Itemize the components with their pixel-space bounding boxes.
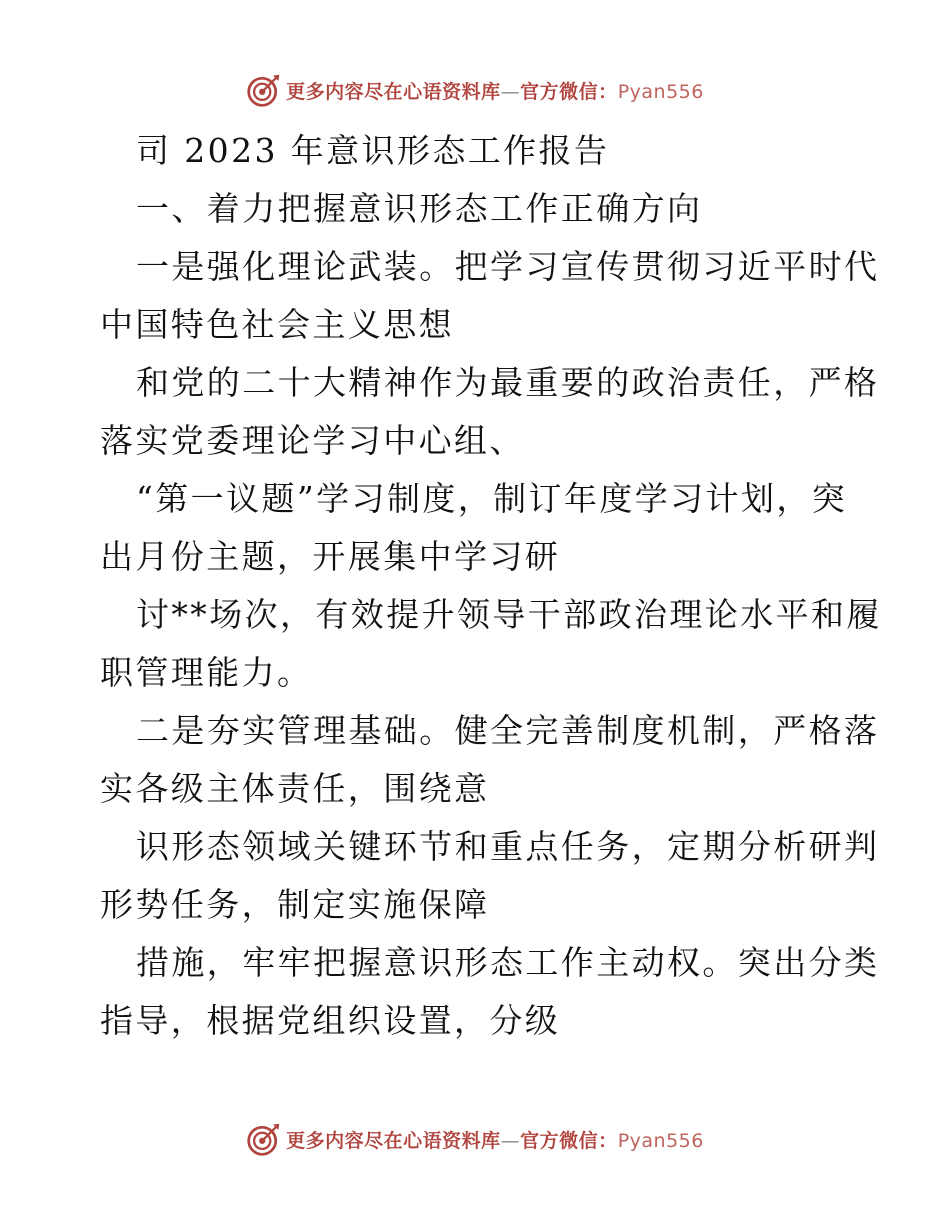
document-title: 司 2023 年意识形态工作报告 — [136, 131, 610, 170]
paragraph-line: 二是夯实管理基础。健全完善制度机制，严格落 — [136, 711, 880, 750]
paragraph-line: 出月份主题，开展集中学习研 — [100, 537, 561, 576]
watermark-text — [286, 1126, 704, 1153]
watermark-main: 更多内容尽在心语资料库 — [286, 80, 501, 103]
paragraph-line: “第一议题”学习制度，制订年度学习计划，突 — [136, 479, 848, 518]
watermark-id: Pyan556 — [617, 80, 704, 103]
paragraph-line: 指导，根据党组织设置，分级 — [100, 1001, 561, 1040]
watermark-id: Pyan556 — [617, 1129, 704, 1152]
watermark-main: 更多内容尽在心语资料库 — [286, 1129, 501, 1152]
paragraph-line: 措施，牢牢把握意识形态工作主动权。突出分类 — [136, 943, 880, 982]
paragraph-line: 中国特色社会主义思想 — [100, 305, 454, 344]
paragraph-line: 形势任务，制定实施保障 — [100, 885, 490, 924]
document-body — [100, 122, 882, 1050]
paragraph-line: 讨**场次，有效提升领导干部政治理论水平和履 — [136, 595, 882, 634]
paragraph-line: 一是强化理论武装。把学习宣传贯彻习近平时代 — [136, 247, 880, 286]
paragraph-line: 和党的二十大精神作为最重要的政治责任，严格 — [136, 363, 880, 402]
paragraph-line: 识形态领域关键环节和重点任务，定期分析研判 — [136, 827, 880, 866]
section-heading: 一、着力把握意识形态工作正确方向 — [136, 189, 703, 228]
watermark-separator: — — [500, 80, 521, 103]
paragraph-line: 实各级主体责任，围绕意 — [100, 769, 490, 808]
paragraph-line: 职管理能力。 — [100, 653, 313, 692]
watermark-separator: — — [500, 1129, 521, 1152]
dart-target-icon — [246, 72, 282, 108]
watermark-text — [286, 77, 704, 104]
paragraph-line: 落实党委理论学习中心组、 — [100, 421, 525, 460]
header-watermark — [0, 68, 950, 112]
watermark-suffix: 官方微信： — [520, 1129, 618, 1152]
footer-watermark — [0, 1117, 950, 1161]
dart-target-icon — [246, 1121, 282, 1157]
watermark-suffix: 官方微信： — [520, 80, 618, 103]
